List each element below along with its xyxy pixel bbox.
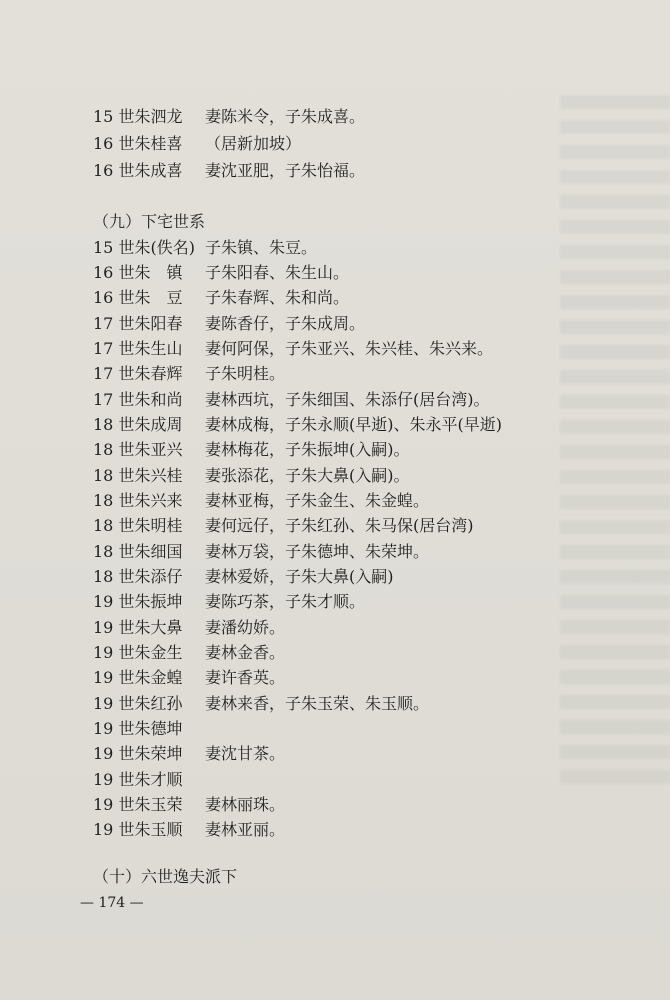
- generation-name: 17 世朱和尚: [93, 390, 183, 409]
- genealogy-entry: [93, 389, 490, 411]
- genealogy-entry: [93, 338, 493, 360]
- entry-text: 妻林爱娇，子朱大鼻(入嗣): [205, 567, 394, 586]
- generation-name: 17 世朱阳春: [93, 314, 183, 333]
- entry-text: （居新加坡）: [205, 134, 302, 153]
- entry-text: 妻潘幼娇。: [205, 618, 286, 637]
- section-heading-9: （九）下宅世系: [93, 212, 206, 231]
- entry-text: 妻陈米令，子朱成喜。: [205, 107, 366, 126]
- generation-name: 17 世朱生山: [93, 339, 183, 358]
- entry-text: 妻林金香。: [205, 643, 286, 662]
- genealogy-entry: [93, 515, 474, 537]
- entry-text: 妻沈亚肥，子朱怡福。: [205, 161, 366, 180]
- generation-name: 16 世朱桂喜: [93, 134, 183, 153]
- entry-text: 妻林万袋，子朱德坤、朱荣坤。: [205, 542, 430, 561]
- genealogy-entry: [93, 287, 349, 309]
- genealogy-entry: [93, 237, 317, 259]
- generation-name: 19 世朱金蝗: [93, 668, 183, 687]
- entry-text: 妻林丽珠。: [205, 795, 286, 814]
- entry-text: 妻林梅花，子朱振坤(入嗣)。: [205, 440, 410, 459]
- entry-text: 妻许香英。: [205, 668, 286, 687]
- generation-name: 19 世朱才顺: [93, 770, 183, 789]
- generation-name: 19 世朱振坤: [93, 592, 183, 611]
- generation-name: 18 世朱细国: [93, 542, 183, 561]
- generation-name: 18 世朱成周: [93, 415, 183, 434]
- genealogy-entry: [93, 160, 365, 182]
- generation-name: 18 世朱兴来: [93, 491, 183, 510]
- entry-text: 子朱春辉、朱和尚。: [205, 288, 350, 307]
- entry-text: 子朱镇、朱豆。: [205, 238, 318, 257]
- genealogy-entry: [93, 363, 285, 385]
- entry-text: 妻陈香仔，子朱成周。: [205, 314, 366, 333]
- genealogy-entry: [93, 591, 365, 613]
- generation-name: 18 世朱亚兴: [93, 440, 183, 459]
- generation-name: 17 世朱春辉: [93, 364, 183, 383]
- entry-text: 子朱明桂。: [205, 364, 286, 383]
- genealogy-entry: [93, 718, 205, 740]
- genealogy-entry: [93, 490, 429, 512]
- entry-text: 妻张添花，子朱大鼻(入嗣)。: [205, 466, 410, 485]
- genealogy-entry: [93, 262, 349, 284]
- genealogy-entry: [93, 541, 429, 563]
- genealogy-entry: [93, 313, 365, 335]
- genealogy-entry: [93, 566, 394, 588]
- genealogy-entry: [93, 414, 502, 436]
- generation-name: 16 世朱 豆: [93, 288, 183, 307]
- page-number: — 174 —: [80, 895, 144, 911]
- entry-text: 妻林亚梅，子朱金生、朱金蝗。: [205, 491, 430, 510]
- entry-text: 妻沈甘茶。: [205, 744, 286, 763]
- generation-name: 19 世朱金生: [93, 643, 183, 662]
- genealogy-entry: [93, 743, 285, 765]
- genealogy-entry: [93, 819, 285, 841]
- generation-name: 18 世朱添仔: [93, 567, 183, 586]
- generation-name: 16 世朱 镇: [93, 263, 183, 282]
- genealogy-entry: [93, 439, 410, 461]
- entry-text: 妻林来香，子朱玉荣、朱玉顺。: [205, 694, 430, 713]
- generation-name: 19 世朱玉顺: [93, 820, 183, 839]
- generation-name: 19 世朱大鼻: [93, 618, 183, 637]
- generation-name: 16 世朱成喜: [93, 161, 183, 180]
- genealogy-entry: [93, 642, 285, 664]
- genealogy-entry: [93, 769, 205, 791]
- entry-text: 子朱阳春、朱生山。: [205, 263, 350, 282]
- genealogy-entry: [93, 617, 285, 639]
- entry-text: 妻陈巧茶，子朱才顺。: [205, 592, 366, 611]
- bleed-through-text: [560, 95, 670, 795]
- generation-name: 18 世朱兴桂: [93, 466, 183, 485]
- generation-name: 15 世朱泗龙: [93, 107, 183, 126]
- generation-name: 19 世朱荣坤: [93, 744, 183, 763]
- genealogy-entry: [93, 106, 365, 128]
- generation-name: 19 世朱玉荣: [93, 795, 183, 814]
- genealogy-entry: [93, 794, 285, 816]
- entry-text: 妻何阿保，子朱亚兴、朱兴桂、朱兴来。: [205, 339, 494, 358]
- genealogy-entry: [93, 133, 301, 155]
- genealogy-entry: [93, 465, 410, 487]
- generation-name: 19 世朱红孙: [93, 694, 183, 713]
- generation-name: 18 世朱明桂: [93, 516, 183, 535]
- generation-name: 15 世朱(佚名): [93, 238, 195, 257]
- genealogy-entry: [93, 667, 285, 689]
- entry-text: 妻林西坑，子朱细国、朱添仔(居台湾)。: [205, 390, 490, 409]
- genealogy-entry: [93, 693, 429, 715]
- section-heading-10: （十）六世逸夫派下: [93, 867, 238, 886]
- entry-text: 妻林成梅，子朱永顺(早逝)、朱永平(早逝): [205, 415, 502, 434]
- entry-text: 妻林亚丽。: [205, 820, 286, 839]
- entry-text: 妻何远仔，子朱红孙、朱马保(居台湾): [205, 516, 474, 535]
- generation-name: 19 世朱德坤: [93, 719, 183, 738]
